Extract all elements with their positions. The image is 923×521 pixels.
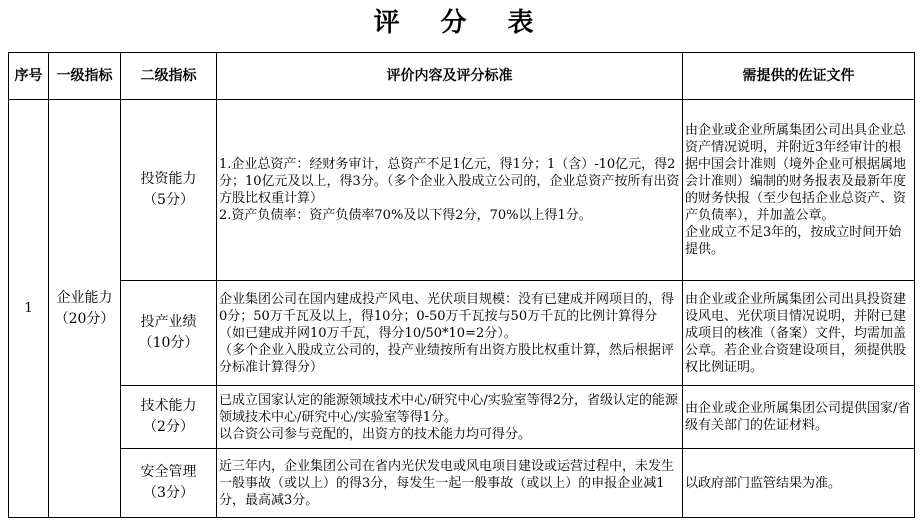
evidence-line: 由企业或企业所属集团公司提供国家/省级有关部门的佐证材料。	[685, 401, 911, 433]
level2-score: （5分）	[143, 192, 194, 208]
evidence-line: 由企业或企业所属集团公司出具投资建设风电、光伏项目情况说明，并附已建成项目的核准（备案）文件，均需加盖公章。若企业合资建设项目，须提供股权比例证明。	[685, 291, 907, 375]
evidence-cell	[683, 281, 915, 386]
criteria-line: 已成立国家认定的能源领域技术中心/研究中心/实验室等得2分，省级认定的能源领域技术中心/研究中心/实验室等得1分。	[219, 392, 679, 425]
criteria-line: 近三年内，企业集团公司在省内光伏发电或风电项目建设或运营过程中，未发生一般事故（或以上）的得3分，每发生一起一般事故（或以上）的申报企业减1分，最高减3分。	[219, 458, 675, 508]
level2-name: 安全管理	[140, 464, 197, 480]
level2-cell	[121, 100, 217, 281]
level1-name: 企业能力	[56, 289, 113, 306]
evidence-line: 由企业或企业所属集团公司出具企业总资产情况说明，并附近3年经审计的根据中国会计准则（境外企业可根据属地会计准则）编制的财务报表及最新年度的财务快报（至少包括企业总资产、资产负债率），并加盖公章。	[685, 123, 907, 223]
criteria-line: 以合资公司参与竞配的，出资方的技术能力均可得分。	[219, 426, 532, 442]
criteria-cell	[217, 100, 683, 281]
header-criteria: 评价内容及评分标准	[217, 53, 683, 100]
criteria-line: 企业集团公司在国内建成投产风电、光伏项目规模：没有已建成并网项目的，得0分；50万千瓦及以上，得10分；0-50万千瓦按与50万千瓦的比例计算得分（如已建成并网10万千瓦，得分10/50*10=2分）。	[219, 291, 675, 341]
level2-score: （10分）	[138, 335, 199, 351]
header-level1: 一级指标	[49, 53, 121, 100]
criteria-cell	[217, 281, 683, 386]
table-row	[9, 281, 915, 386]
table-row	[9, 386, 915, 449]
score-table	[8, 52, 915, 518]
evidence-cell	[683, 386, 915, 449]
evidence-line: 以政府部门监管结果为准。	[685, 475, 842, 491]
level2-cell	[121, 449, 217, 518]
level1-score: （20分）	[54, 310, 115, 327]
criteria-cell	[217, 386, 683, 449]
level1-cell	[49, 100, 121, 518]
evidence-cell	[683, 100, 915, 281]
table-row	[9, 449, 915, 518]
level2-score: （3分）	[143, 485, 194, 501]
criteria-line: 2.资产负债率：资产负债率70%及以下得2分，70%以上得1分。	[219, 208, 592, 223]
page-title: 评 分 表	[373, 8, 550, 38]
level2-cell	[121, 281, 217, 386]
evidence-cell	[683, 449, 915, 518]
header-level2: 二级指标	[121, 53, 217, 100]
level2-cell	[121, 386, 217, 449]
header-evidence: 需提供的佐证文件	[683, 53, 915, 100]
level2-name: 技术能力	[140, 398, 197, 414]
row-index: 1	[9, 100, 49, 518]
criteria-line: （多个企业入股成立公司的，投产业绩按所有出资方股比权重计算，然后根据评分标准计算得分）	[219, 342, 675, 375]
level2-score: （2分）	[143, 419, 194, 435]
level2-name: 投资能力	[140, 171, 197, 187]
header-index: 序号	[9, 53, 49, 100]
criteria-line: 1.企业总资产：经财务审计，总资产不足1亿元，得1分；1（含）-10亿元，得2 分；10亿元及以上，得3分。（多个企业入股成立公司的，企业总资产按所有出资方股比权重计算）	[219, 157, 680, 206]
criteria-cell	[217, 449, 683, 518]
table-header-row	[9, 53, 915, 100]
evidence-line: 企业成立不足3年的，按成立时间开始提供。	[685, 225, 902, 257]
level2-name: 投产业绩	[140, 314, 197, 330]
table-row	[9, 100, 915, 281]
